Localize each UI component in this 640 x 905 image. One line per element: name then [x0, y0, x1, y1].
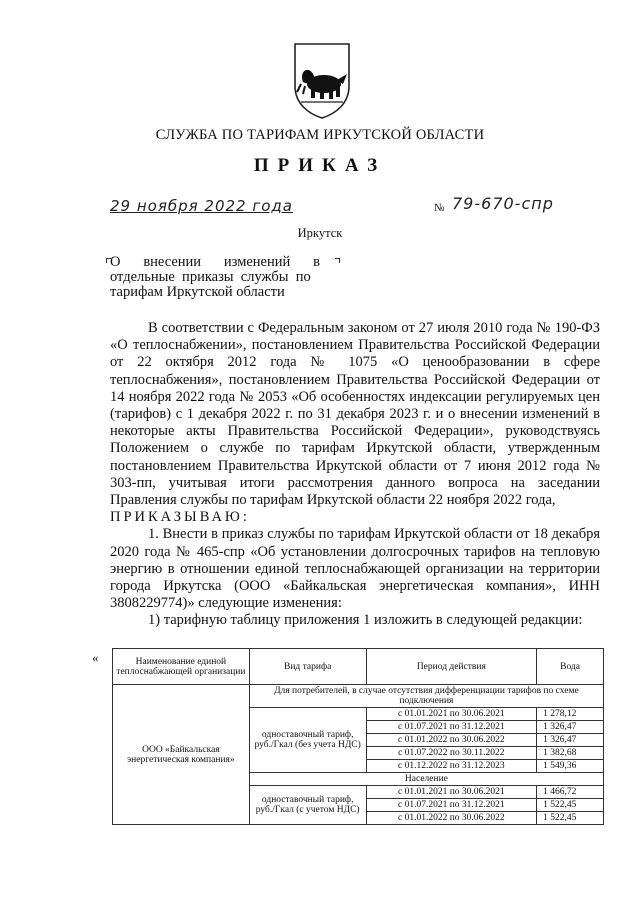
item-1-paragraph: 1. Внести в приказ службы по тарифам Иркутской области от 18 декабря 2020 года № 465-спр «Об установлении долгосрочных тарифов на тепловую энергию в отношении единой теплоснабжающей организации на территории города Иркутска (ООО «Байкальская энергетическая компания», ИНН 3808229774)» следующие изменения: — [110, 526, 600, 612]
preamble-paragraph: В соответствии с Федеральным законом от 27 июля 2010 года № 190-ФЗ «О теплоснабжении», постановлением Правительства Российской Федерации от 22 октября 2012 года № 1075 «О ценообразовании в сфере теплоснабжения», постановлением Правительства Российской Федерации от 14 ноября 2022 года № 2053 «Об особенностях индексации регулируемых цен (тарифов) с 1 декабря 2022 г. по 31 декабря 2023 г. и о внесении изменений в некоторые акты Правительства Российской Федерации», руководствуясь Положением о службе по тарифам Иркутской области, утвержденным постановлением Правительства Иркутской области от 7 июня 2012 года № 303-пп, учитывая итоги рассмотрения данного вопроса на заседании Правления службы по тарифам Иркутской области 22 ноября 2022 года, — [110, 320, 600, 509]
city-name: Иркутск — [297, 226, 343, 240]
period-cell: с 01.07.2021 по 31.12.2021 — [366, 799, 537, 812]
value-cell: 1 549,36 — [537, 760, 604, 773]
item-1-1-paragraph: 1) тарифную таблицу приложения 1 изложить в следующей редакции: — [148, 612, 583, 629]
period-cell: с 01.01.2022 по 30.06.2022 — [366, 812, 537, 825]
header-water: Вода — [537, 649, 604, 685]
subject-line-1 — [110, 255, 320, 270]
value-cell: 1 466,72 — [537, 786, 604, 799]
opening-quote: « — [92, 650, 99, 665]
order-body — [110, 320, 600, 630]
value-cell: 1 522,45 — [537, 812, 604, 825]
header-organization: Наименование единой теплоснабжающей организации — [113, 649, 250, 685]
subject-bracket-right — [335, 258, 340, 263]
subject-word: изменений — [223, 254, 291, 270]
document-title: ПРИКАЗ — [253, 155, 387, 176]
value-cell: 1 326,47 — [537, 734, 604, 747]
section-title-row — [113, 685, 604, 708]
subject-line-2: отдельные приказы службы по — [110, 268, 311, 285]
value-cell: 1 326,47 — [537, 721, 604, 734]
organization-name-cell: ООО «Байкальская энергетическая компания» — [113, 685, 250, 825]
value-cell: 1 382,68 — [537, 747, 604, 760]
table-header-row — [113, 649, 604, 685]
section-1-title: Для потребителей, в случае отсутствия дифференциации тарифов по схеме подключения — [249, 685, 603, 708]
subject-word: О — [110, 254, 121, 270]
header-tariff-type: Вид тарифа — [249, 649, 366, 685]
handwritten-date: 29 ноября 2022 года — [110, 197, 293, 215]
order-subject — [110, 255, 320, 299]
header-period: Период действия — [366, 649, 537, 685]
agency-name: СЛУЖБА ПО ТАРИФАМ ИРКУТСКОЙ ОБЛАСТИ — [155, 127, 485, 143]
handwritten-order-number: 79-670-спр — [452, 194, 554, 213]
period-cell: с 01.12.2022 по 31.12.2023 — [366, 760, 537, 773]
subject-line-3: тарифам Иркутской области — [110, 283, 285, 300]
period-cell: с 01.07.2021 по 31.12.2021 — [366, 721, 537, 734]
period-cell: с 01.01.2021 по 30.06.2021 — [366, 786, 537, 799]
tariff-table — [112, 648, 604, 825]
subject-word: внесении — [143, 254, 202, 270]
number-sign: № — [434, 202, 445, 214]
subject-word: в — [313, 254, 320, 270]
coat-of-arms-icon — [291, 40, 353, 120]
section-2-tariff-type: одноставочный тариф, руб./Гкал (с учетом НДС) — [249, 786, 366, 825]
period-cell: с 01.07.2022 по 30.11.2022 — [366, 747, 537, 760]
section-1-tariff-type: одноставочный тариф, руб./Гкал (без учета НДС) — [249, 708, 366, 773]
value-cell: 1 278,12 — [537, 708, 604, 721]
order-directive: ПРИКАЗЫВАЮ: — [110, 509, 250, 526]
period-cell: с 01.01.2022 по 30.06.2022 — [366, 734, 537, 747]
period-cell: с 01.01.2021 по 30.06.2021 — [366, 708, 537, 721]
value-cell: 1 522,45 — [537, 799, 604, 812]
section-2-title: Население — [249, 773, 603, 786]
